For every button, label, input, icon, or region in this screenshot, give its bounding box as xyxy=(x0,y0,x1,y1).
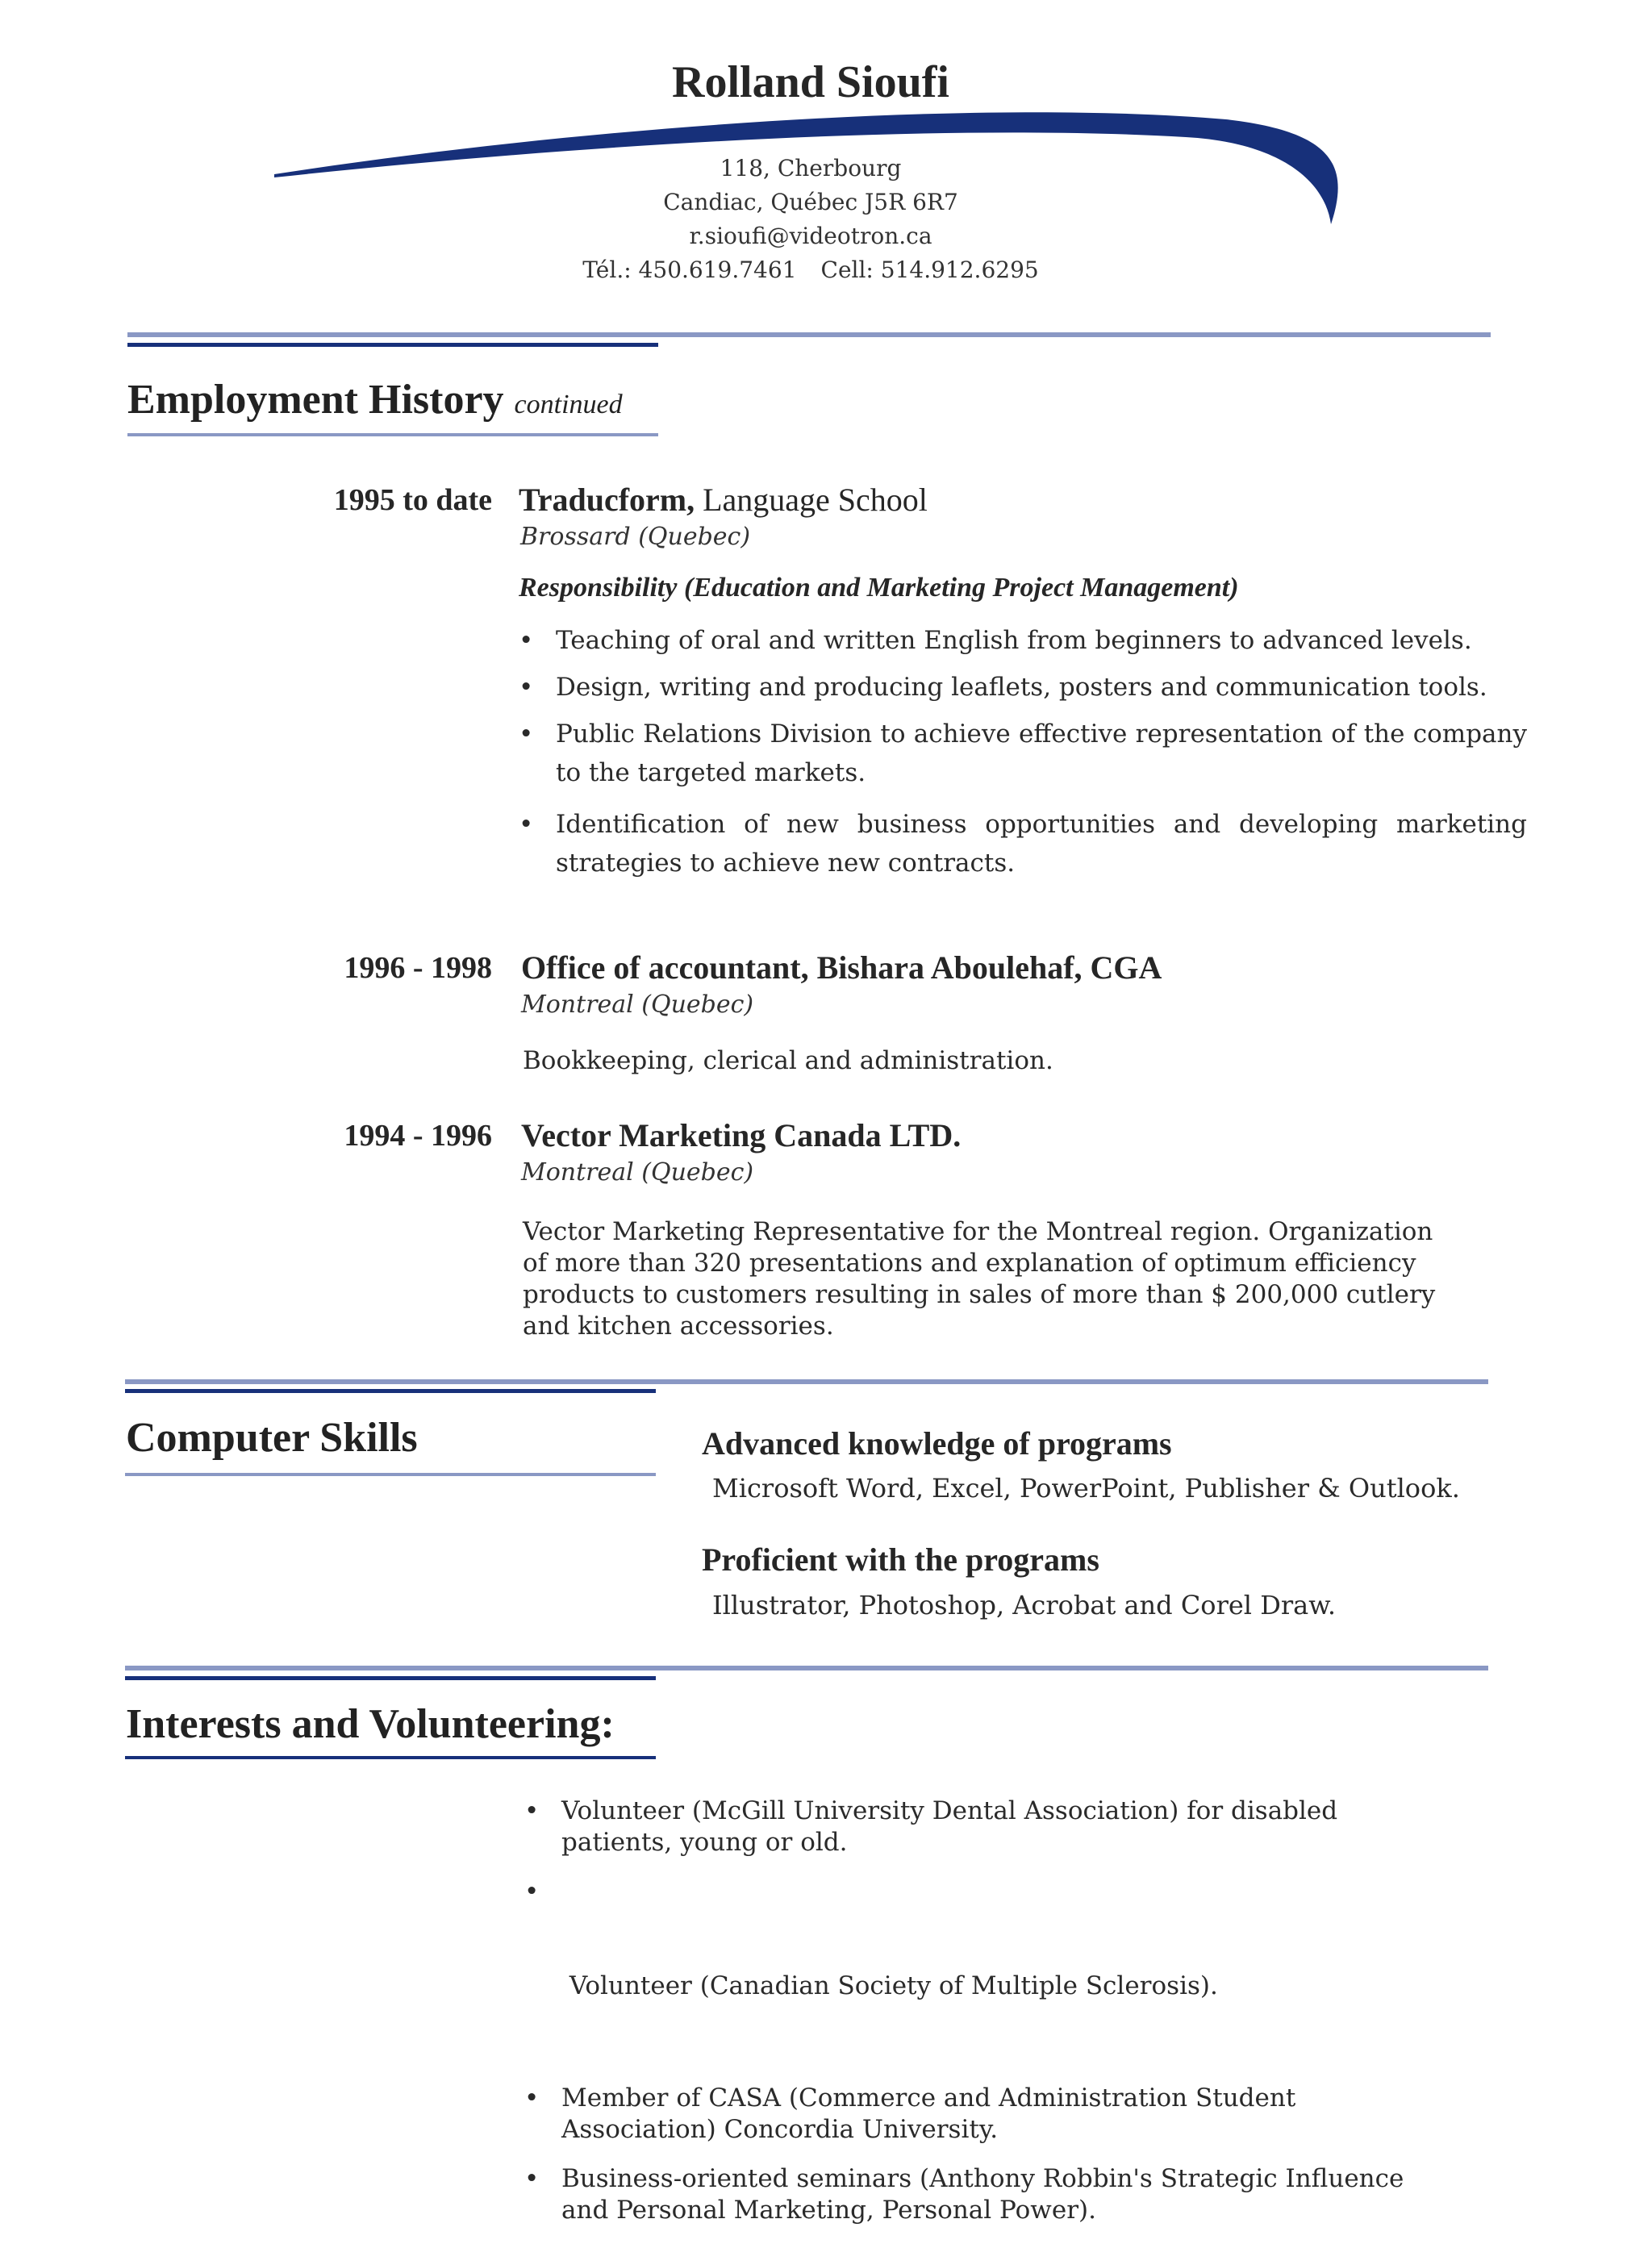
section-divider-light xyxy=(127,332,1491,337)
skills-section-title: Computer Skills xyxy=(126,1415,418,1461)
job-date: 1996 - 1998 xyxy=(344,951,492,985)
job-bullet-list xyxy=(519,621,1527,882)
list-item: • Business-oriented seminars (Anthony Robbin's Strategic Influence and Personal Marketing, Personal Power). xyxy=(524,2164,1404,2225)
list-item: • Public Relations Division to achieve effective representation of the company to the targeted markets. xyxy=(519,719,1527,787)
list-item: • Volunteer (McGill University Dental Association) for disabled patients, young or old. xyxy=(524,1796,1338,1857)
skill-heading: Proficient with the programs xyxy=(702,1541,1099,1578)
skill-text: Microsoft Word, Excel, PowerPoint, Publisher & Outlook. xyxy=(712,1473,1460,1504)
email-address[interactable]: r.sioufi@videotron.ca xyxy=(689,223,932,249)
section-divider-dark xyxy=(125,1676,656,1680)
candidate-name: Rolland Sioufi xyxy=(672,57,949,107)
address-line-2: Candiac, Québec J5R 6R7 xyxy=(663,189,958,215)
title-underline xyxy=(127,433,658,436)
title-underline xyxy=(125,1756,656,1759)
job-location: Brossard (Quebec) xyxy=(520,523,751,551)
list-item: • Teaching of oral and written English from beginners to advanced levels. xyxy=(519,626,1472,655)
job-date: 1994 - 1996 xyxy=(344,1119,492,1153)
list-item: • Identification of new business opportunities and developing marketing strategies to achieve new contracts. xyxy=(519,810,1527,878)
job-company: Vector Marketing Canada LTD. xyxy=(521,1117,962,1153)
job-company: Office of accountant, Bishara Aboulehaf, CGA xyxy=(521,949,1162,986)
address-line-1: 118, Cherbourg xyxy=(720,155,902,181)
list-item: • Member of CASA (Commerce and Administration Student Association) Concordia University. xyxy=(524,2083,1296,2144)
job-date: 1995 to date xyxy=(333,483,492,517)
job-description: Vector Marketing Representative for the Montreal region. Organization of more than 320 presentations and explanation of optimum efficiency products to customers resulting in sales of more than $ 200,000 cutlery and kitchen accessories. xyxy=(523,1217,1436,1341)
title-underline xyxy=(125,1473,656,1476)
job-responsibility: Responsibility (Education and Marketing Project Management) xyxy=(519,573,1239,603)
job-location: Montreal (Quebec) xyxy=(521,991,754,1019)
interests-section-title: Interests and Volunteering: xyxy=(126,1701,615,1747)
employment-title-text: Employment History xyxy=(127,377,504,423)
contact-block xyxy=(0,152,1621,287)
job-company: Traducform, Language School xyxy=(519,482,928,518)
skill-text: Illustrator, Photoshop, Acrobat and Corel Draw. xyxy=(712,1590,1336,1620)
list-item: • Volunteer (Canadian Society of Multiple Sclerosis). xyxy=(524,1877,1218,2000)
employment-section-title xyxy=(127,376,623,423)
section-divider-light xyxy=(125,1666,1488,1670)
interests-list xyxy=(524,1796,1533,2244)
section-divider-light xyxy=(125,1379,1488,1384)
job-description: Bookkeeping, clerical and administration. xyxy=(523,1046,1053,1075)
continued-label: continued xyxy=(514,390,623,419)
list-item: • Design, writing and producing leaflets, posters and communication tools. xyxy=(519,673,1487,702)
section-divider-dark xyxy=(127,343,658,347)
job-location: Montreal (Quebec) xyxy=(521,1158,754,1187)
telephone: Tél.: 450.619.7461 xyxy=(582,257,797,283)
skill-heading: Advanced knowledge of programs xyxy=(702,1425,1172,1462)
section-divider-dark xyxy=(125,1389,656,1393)
cellphone: Cell: 514.912.6295 xyxy=(820,257,1039,283)
phone-line xyxy=(0,253,1621,287)
